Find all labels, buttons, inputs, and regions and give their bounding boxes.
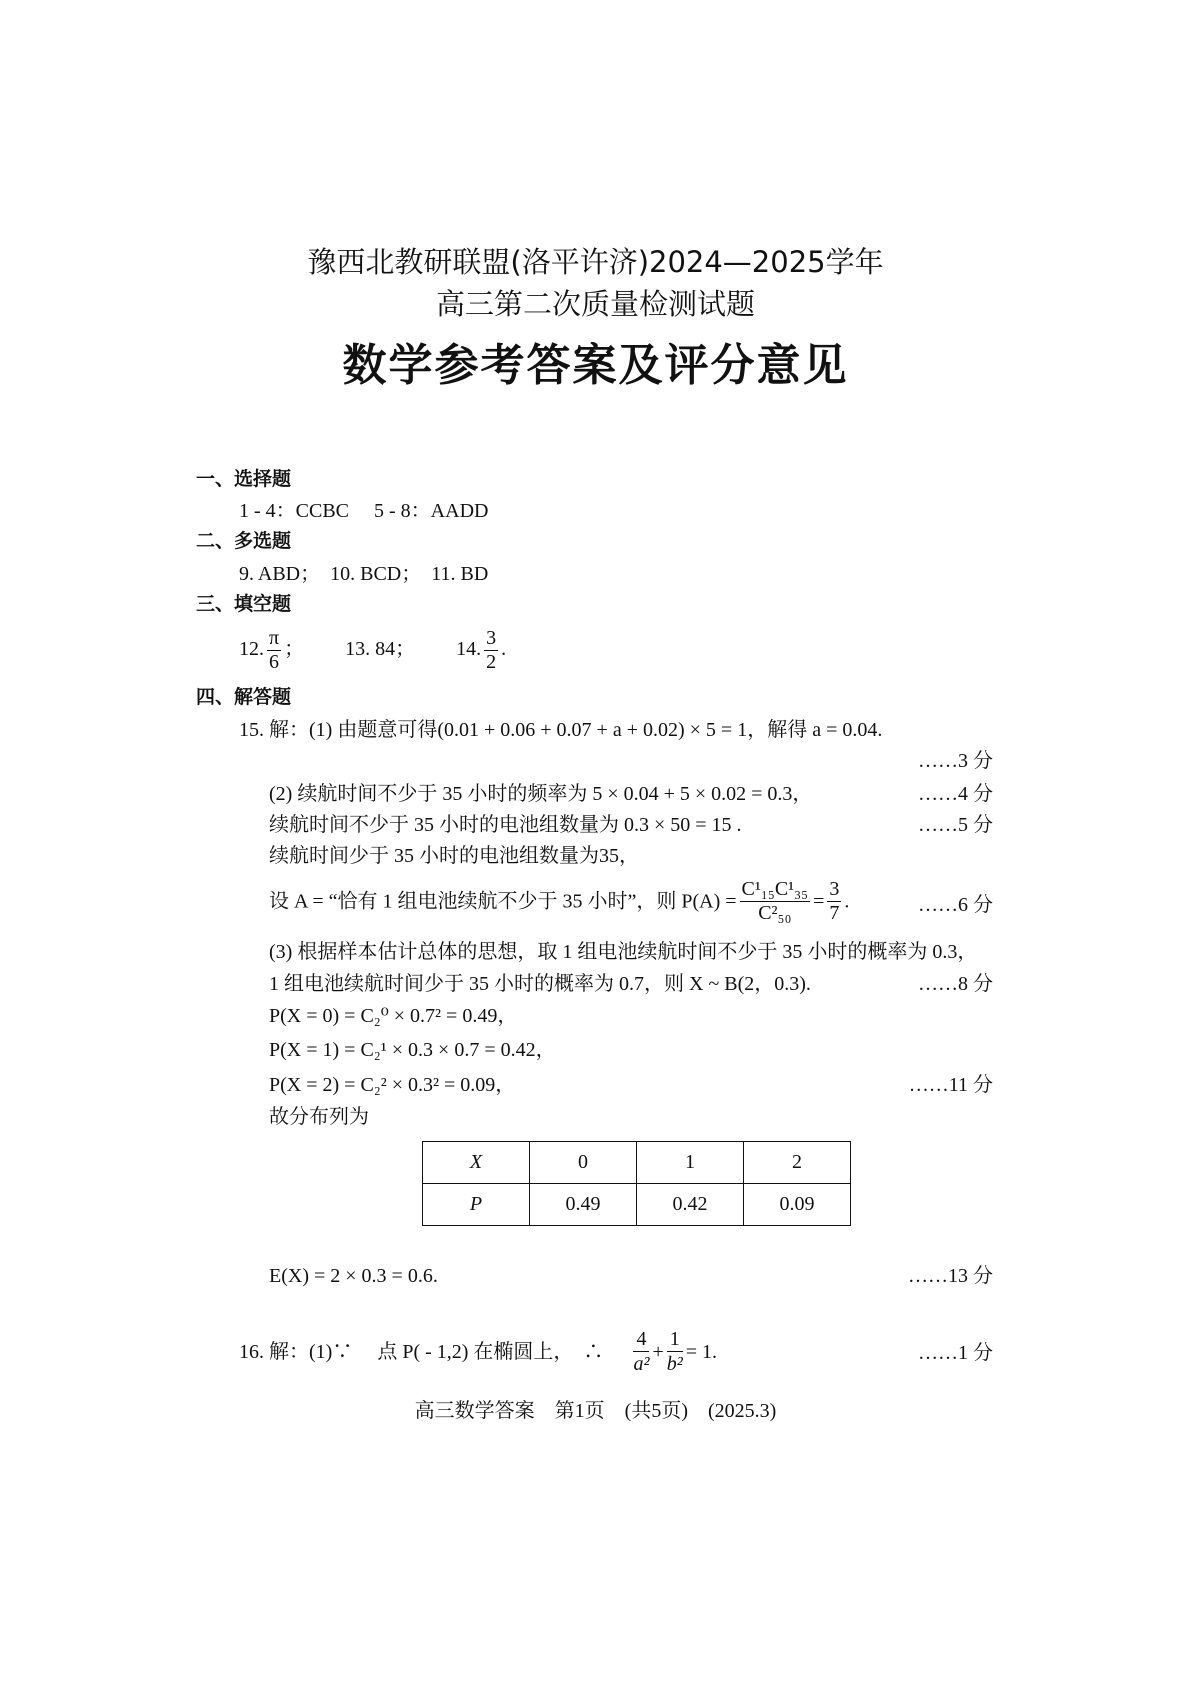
equals: = [813, 890, 825, 913]
q15-line6: (3) 根据样本估计总体的思想，取 1 组电池续航时间不少于 35 小时的概率为 0.3， [269, 941, 978, 963]
numerator: 1 [667, 1328, 683, 1352]
table-cell: 0.42 [637, 1184, 744, 1226]
q14-label: 14. [456, 638, 482, 661]
result-fraction [827, 878, 841, 925]
numerator: 3 [486, 627, 497, 649]
q15-line8: P(X = 0) = C₂⁰ × 0.7² = 0.49， [269, 1005, 518, 1027]
table-cell: 0.09 [744, 1184, 851, 1226]
distribution-table [422, 1141, 851, 1226]
q15-line10: P(X = 2) = C₂² × 0.3² = 0.09， [269, 1074, 516, 1096]
denominator: b² [666, 1353, 683, 1375]
score-3: ……3 分 [918, 750, 993, 772]
numerator: 4 [633, 1328, 649, 1352]
q14-fraction [484, 627, 498, 674]
text: 设 A = “恰有 1 组电池续航不少于 35 小时”，则 P(A) = [269, 890, 737, 913]
fraction-1-over-b2 [667, 1328, 683, 1376]
q15-line1: 15. 解：(1) 由题意可得(0.01 + 0.06 + 0.07 + a + 0.02) × 5 = 1，解得 a = 0.04. [239, 719, 883, 741]
q15-line5 [269, 878, 849, 925]
q12-fraction [267, 627, 281, 674]
denominator: 7 [829, 902, 840, 924]
equals-one: = 1. [685, 1341, 717, 1363]
numerator: π [269, 627, 280, 649]
denominator: a² [633, 1353, 650, 1375]
text: 16. 解：(1)∵ 点 P( - 1,2) 在椭圆上， ∴ [239, 1341, 604, 1363]
score-13: ……13 分 [908, 1265, 993, 1287]
numerator: C¹₁₅C¹₃₅ [741, 878, 809, 900]
table-row [423, 1184, 851, 1226]
cell-text: X [469, 1151, 483, 1173]
page-title: 数学参考答案及评分意见 [342, 340, 849, 391]
q15-line11: 故分布列为 [269, 1106, 369, 1128]
table-cell: 2 [744, 1142, 851, 1184]
header-line2: 高三第二次质量检测试题 [435, 287, 755, 321]
section-heading-choice: 一、选择题 [196, 468, 292, 490]
score-8: ……8 分 [918, 973, 993, 995]
denominator: C²₅₀ [758, 902, 792, 924]
score-1: ……1 分 [918, 1342, 993, 1364]
fraction-4-over-a2 [633, 1328, 649, 1376]
q13-answer: 13. 84； [345, 638, 416, 661]
q15-line7: 1 组电池续航时间少于 35 小时的概率为 0.7，则 X ~ B(2，0.3). [269, 973, 811, 995]
q15-expectation: E(X) = 2 × 0.3 = 0.6. [269, 1265, 438, 1287]
score-5: ……5 分 [918, 814, 993, 836]
q15-line4: 续航时间少于 35 小时的电池组数量为35， [269, 845, 639, 867]
table-cell [423, 1184, 530, 1226]
page-footer: 高三数学答案 第1页 (共5页) (2025.3) [414, 1400, 777, 1422]
table-cell: 1 [637, 1142, 744, 1184]
q16-line1 [239, 1328, 717, 1376]
q12-label: 12. [239, 638, 264, 661]
q15-line9: P(X = 1) = C₂¹ × 0.3 × 0.7 = 0.42， [269, 1039, 556, 1061]
table-row [423, 1142, 851, 1184]
q12-end: ； [284, 638, 305, 661]
q15-line2: (2) 续航时间不少于 35 小时的频率为 5 × 0.04 + 5 × 0.02 = 0.3， [269, 783, 813, 805]
score-6: ……6 分 [918, 894, 993, 916]
plus: + [652, 1341, 664, 1363]
score-4: ……4 分 [918, 783, 993, 805]
table-cell: 0.49 [530, 1184, 637, 1226]
q14-end: . [501, 638, 507, 661]
header-line1: 豫西北教研联盟(洛平许济)2024—2025学年 [307, 245, 884, 279]
table-cell: 0 [530, 1142, 637, 1184]
choice-answers: 1 - 4：CCBC 5 - 8：AADD [239, 500, 489, 522]
q15-line3: 续航时间不少于 35 小时的电池组数量为 0.3 × 50 = 15 . [269, 814, 742, 836]
fill-answers [239, 627, 506, 674]
period: . [844, 890, 850, 913]
denominator: 2 [486, 651, 497, 673]
numerator: 3 [829, 878, 840, 900]
score-11: ……11 分 [908, 1074, 993, 1096]
denominator: 6 [269, 651, 280, 673]
section-heading-multi: 二、多选题 [196, 530, 292, 552]
cell-text: P [469, 1193, 483, 1215]
combination-fraction [740, 878, 811, 925]
multi-answers: 9. ABD； 10. BCD； 11. BD [239, 563, 489, 585]
table-cell [423, 1142, 530, 1184]
section-heading-fill: 三、填空题 [196, 593, 292, 615]
section-heading-solve: 四、解答题 [196, 686, 292, 708]
